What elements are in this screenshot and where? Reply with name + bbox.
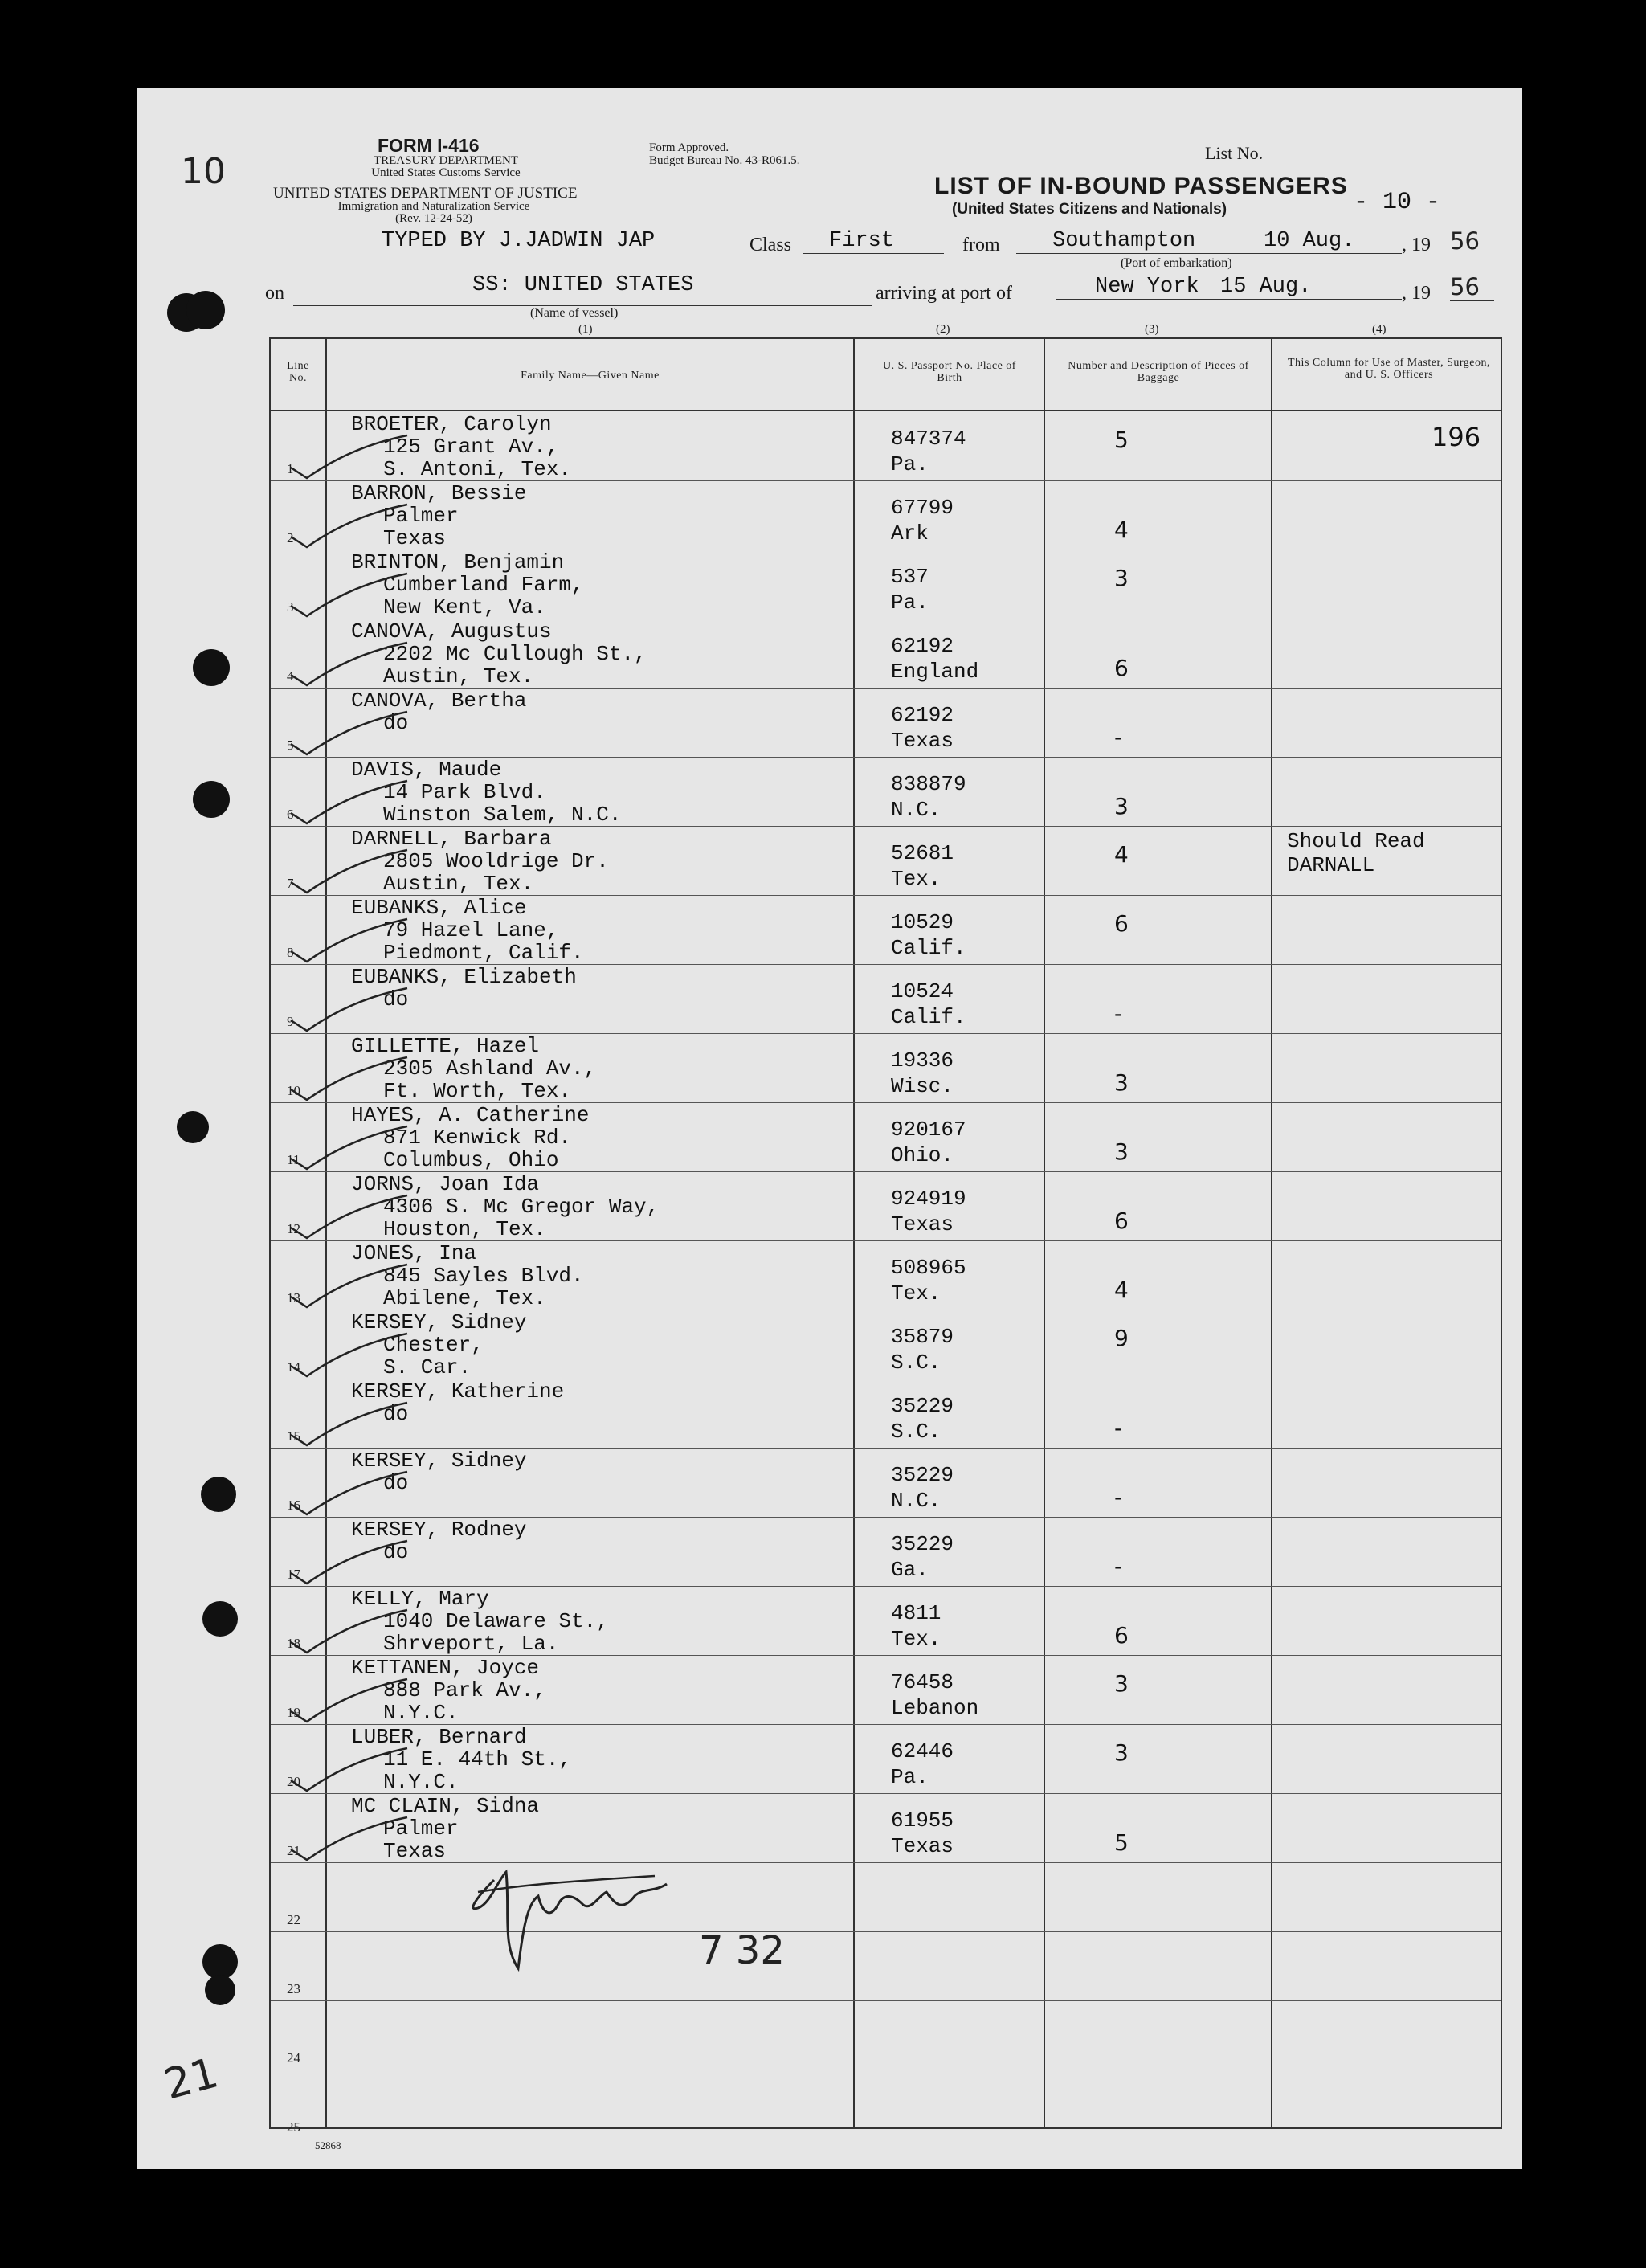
table-row [271, 550, 1501, 619]
baggage-count: 3 [1114, 1670, 1129, 1697]
arrival-year-prefix: , 19 [1402, 283, 1431, 304]
passport-number: 508965 [891, 1256, 966, 1280]
place-of-birth: N.C. [891, 798, 941, 822]
arrival-port: New York [1056, 275, 1217, 300]
punch-hole [186, 291, 225, 329]
col-num-2: (2) [936, 323, 950, 336]
line-number: 14 [287, 1359, 300, 1375]
arrival-date: 15 Aug. [1217, 275, 1402, 300]
address-line-2: S. Antoni, Tex. [383, 457, 572, 481]
line-number: 12 [287, 1221, 300, 1236]
punch-hole [201, 1477, 236, 1512]
address-line-2: Austin, Tex. [383, 872, 534, 896]
passport-number: 920167 [891, 1118, 966, 1142]
passport-number: 924919 [891, 1187, 966, 1211]
ins-service: Immigration and Naturalization Service [337, 200, 530, 213]
address-line-1: Chester, [383, 1333, 484, 1357]
line-number: 20 [287, 1774, 300, 1789]
embarkation-year-prefix: , 19 [1402, 235, 1431, 255]
address-line-1: 2202 Mc Cullough St., [383, 642, 647, 666]
check-mark-icon [287, 1401, 415, 1449]
address-line-2: Shrveport, La. [383, 1632, 559, 1656]
address-line-2: Piedmont, Calif. [383, 941, 584, 965]
table-row [271, 1102, 1501, 1172]
address-line-1: 1040 Delaware St., [383, 1609, 609, 1633]
handwritten-signature [462, 1848, 727, 1976]
table-row [271, 1793, 1501, 1863]
arriving-label: arriving at port of [876, 283, 1012, 304]
form-approved: Form Approved. [649, 141, 729, 154]
passport-number: 537 [891, 565, 929, 589]
address-line-2: Texas [383, 1839, 447, 1863]
address-line-2: Abilene, Tex. [383, 1286, 546, 1310]
address-line-2: S. Car. [383, 1355, 472, 1379]
baggage-count: 4 [1114, 517, 1129, 543]
passenger-name: BRINTON, Benjamin [351, 550, 565, 574]
table-row [271, 688, 1501, 758]
check-mark-icon [287, 1194, 415, 1242]
passport-number: 35229 [891, 1394, 954, 1418]
address-line-1: do [383, 1540, 409, 1564]
place-of-birth: Texas [891, 1834, 954, 1858]
passport-number: 67799 [891, 496, 954, 520]
line-number: 4 [287, 668, 294, 684]
punch-hole [177, 1111, 209, 1143]
address-line-1: 4306 S. Mc Gregor Way, [383, 1195, 660, 1219]
check-mark-icon [287, 1608, 415, 1657]
check-mark-icon [287, 917, 415, 966]
check-mark-icon [287, 987, 415, 1035]
passenger-name: KERSEY, Katherine [351, 1379, 565, 1404]
table-row [271, 1310, 1501, 1379]
page-marker: - 10 - [1354, 189, 1441, 216]
place-of-birth: Ark [891, 521, 929, 546]
address-line-2: N.Y.C. [383, 1770, 459, 1794]
baggage-count: 4 [1114, 841, 1129, 868]
passport-number: 52681 [891, 841, 954, 865]
address-line-2: Winston Salem, N.C. [383, 803, 622, 827]
address-line-1: do [383, 1471, 409, 1495]
table-row [271, 1862, 1501, 1932]
baggage-count: 4 [1114, 1277, 1129, 1303]
col-num-1: (1) [578, 323, 593, 336]
margin-number: 21 [159, 2049, 223, 2110]
line-number: 9 [287, 1014, 294, 1029]
punch-hole [205, 1975, 235, 2005]
passenger-name: CANOVA, Bertha [351, 689, 527, 713]
passenger-name: KELLY, Mary [351, 1587, 489, 1611]
address-line-2: Ft. Worth, Tex. [383, 1079, 572, 1103]
address-line-1: Cumberland Farm, [383, 573, 584, 597]
passenger-name: LUBER, Bernard [351, 1725, 527, 1749]
baggage-count: - [1114, 1484, 1123, 1510]
address-line-1: 888 Park Av., [383, 1678, 546, 1702]
table-row [271, 480, 1501, 550]
passenger-name: GILLETTE, Hazel [351, 1034, 540, 1058]
address-line-1: do [383, 1402, 409, 1426]
form-number: FORM I-416 [378, 135, 480, 156]
line-number: 18 [287, 1636, 300, 1651]
line-number: 24 [287, 2050, 300, 2066]
line-number: 11 [287, 1152, 300, 1167]
line-number: 5 [287, 738, 294, 753]
list-no-label: List No. [1205, 143, 1264, 163]
place-of-birth: England [891, 660, 979, 684]
baggage-count: - [1114, 724, 1123, 750]
line-number: 1 [287, 461, 294, 476]
address-line-2: New Kent, Va. [383, 595, 546, 619]
passport-number: 35229 [891, 1532, 954, 1556]
place-of-birth: S.C. [891, 1420, 941, 1444]
punch-hole [193, 649, 230, 686]
passenger-name: BROETER, Carolyn [351, 412, 552, 436]
table-row [271, 619, 1501, 689]
header-name: Family Name—Given Name [521, 370, 660, 382]
baggage-count: 5 [1114, 427, 1129, 453]
treasury-department: TREASURY DEPARTMENT [373, 154, 519, 167]
baggage-count: 6 [1114, 1622, 1129, 1649]
passport-number: 76458 [891, 1670, 954, 1694]
officer-note: Should Read DARNALL [1287, 829, 1425, 877]
passport-number: 10524 [891, 979, 954, 1003]
line-number: 6 [287, 807, 294, 822]
place-of-birth: Pa. [891, 590, 929, 615]
form-subtitle: (United States Citizens and Nationals) [952, 201, 1227, 218]
place-of-birth: Pa. [891, 1765, 929, 1789]
baggage-count: 3 [1114, 1739, 1129, 1766]
passenger-name: KERSEY, Sidney [351, 1310, 527, 1334]
col-num-3: (3) [1145, 323, 1159, 336]
from-label: from [962, 235, 1000, 255]
punch-hole [193, 781, 230, 818]
passport-number: 62446 [891, 1739, 954, 1763]
address-line-2: Austin, Tex. [383, 664, 534, 689]
table-row [271, 1586, 1501, 1656]
place-of-birth: N.C. [891, 1489, 941, 1513]
check-mark-icon [287, 503, 415, 551]
address-line-1: 2305 Ashland Av., [383, 1056, 597, 1081]
place-of-birth: S.C. [891, 1351, 941, 1375]
officer-note: 196 [1432, 422, 1481, 452]
margin-mark: 10 [181, 151, 226, 192]
address-line-1: 11 E. 44th St., [383, 1747, 572, 1771]
line-number: 25 [287, 2119, 300, 2135]
on-label: on [265, 283, 284, 304]
check-mark-icon [287, 1125, 415, 1173]
baggage-count: 6 [1114, 1208, 1129, 1234]
address-line-1: 79 Hazel Lane, [383, 918, 559, 942]
passport-number: 10529 [891, 910, 954, 934]
check-mark-icon [287, 1678, 415, 1726]
table-row [271, 2070, 1501, 2139]
passport-number: 62192 [891, 634, 954, 658]
passenger-name: CANOVA, Augustus [351, 619, 552, 644]
baggage-count: 3 [1114, 1069, 1129, 1096]
place-of-birth: Lebanon [891, 1696, 979, 1720]
place-of-birth: Tex. [891, 867, 941, 891]
table-row [271, 757, 1501, 827]
baggage-count: 3 [1114, 565, 1129, 591]
place-of-birth: Wisc. [891, 1074, 954, 1098]
place-of-birth: Texas [891, 1212, 954, 1236]
table-row [271, 1240, 1501, 1310]
place-of-birth: Ohio. [891, 1143, 954, 1167]
line-number: 17 [287, 1567, 300, 1582]
line-number: 19 [287, 1705, 300, 1720]
table-row [271, 1655, 1501, 1725]
typed-by: TYPED BY J.JADWIN JAP [382, 229, 656, 253]
passenger-name: KERSEY, Rodney [351, 1518, 527, 1542]
check-mark-icon [287, 710, 415, 758]
check-mark-icon [287, 779, 415, 828]
arrival-year: 56 [1450, 273, 1494, 301]
customs-service: United States Customs Service [371, 166, 521, 179]
embarkation-year: 56 [1450, 227, 1494, 255]
line-number: 21 [287, 1843, 300, 1858]
address-line-1: do [383, 711, 409, 735]
table-body [271, 411, 1501, 2135]
list-no-field [1297, 159, 1494, 161]
passenger-name: EUBANKS, Alice [351, 896, 527, 920]
baggage-count: 5 [1114, 1829, 1129, 1856]
passenger-name: DAVIS, Maude [351, 758, 502, 782]
line-number: 2 [287, 530, 294, 546]
line-number: 15 [287, 1428, 300, 1444]
place-of-birth: Ga. [891, 1558, 929, 1582]
revision-date: (Rev. 12-24-52) [395, 212, 472, 225]
place-of-birth: Tex. [891, 1627, 941, 1651]
address-line-1: Palmer [383, 504, 459, 528]
passport-number: 19336 [891, 1048, 954, 1073]
passport-number: 838879 [891, 772, 966, 796]
header-passport: U. S. Passport No. Place of Birth [883, 360, 1016, 384]
table-row [271, 1033, 1501, 1103]
passenger-name: EUBANKS, Elizabeth [351, 965, 577, 989]
passport-number: 35879 [891, 1325, 954, 1349]
check-mark-icon [287, 572, 415, 620]
passenger-name: KERSEY, Sidney [351, 1449, 527, 1473]
address-line-1: 845 Sayles Blvd. [383, 1264, 584, 1288]
table-row [271, 826, 1501, 896]
line-number: 13 [287, 1290, 300, 1306]
header-baggage: Number and Description of Pieces of Baggage [1068, 360, 1249, 384]
table-row [271, 1448, 1501, 1518]
baggage-count: 9 [1114, 1325, 1129, 1351]
check-mark-icon [287, 1263, 415, 1311]
passport-number: 35229 [891, 1463, 954, 1487]
passenger-name: KETTANEN, Joyce [351, 1656, 540, 1680]
passport-number: 847374 [891, 427, 966, 451]
check-mark-icon [287, 434, 415, 482]
check-mark-icon [287, 1056, 415, 1104]
form-title: LIST OF IN-BOUND PASSENGERS [934, 173, 1348, 199]
handwritten-total: 7 32 [699, 1928, 785, 1973]
check-mark-icon [287, 1539, 415, 1588]
passport-number: 62192 [891, 703, 954, 727]
embarkation-date: 10 Aug. [1257, 229, 1402, 254]
address-line-2: N.Y.C. [383, 1701, 459, 1725]
place-of-birth: Pa. [891, 452, 929, 476]
address-line-1: 14 Park Blvd. [383, 780, 546, 804]
table-row [271, 1379, 1501, 1449]
passenger-name: BARRON, Bessie [351, 481, 527, 505]
address-line-2: Houston, Tex. [383, 1217, 546, 1241]
check-mark-icon [287, 1747, 415, 1795]
place-of-birth: Texas [891, 729, 954, 753]
passport-number: 61955 [891, 1808, 954, 1833]
line-number: 22 [287, 1912, 300, 1927]
vessel-caption: (Name of vessel) [530, 306, 619, 320]
print-code: 52868 [315, 2139, 341, 2152]
address-line-2: Texas [383, 526, 447, 550]
passenger-name: JONES, Ina [351, 1241, 477, 1265]
passenger-name: DARNELL, Barbara [351, 827, 552, 851]
budget-bureau: Budget Bureau No. 43-R061.5. [649, 154, 800, 167]
address-line-2: Columbus, Ohio [383, 1148, 559, 1172]
table-row [271, 964, 1501, 1034]
vessel-name: SS: UNITED STATES [472, 273, 694, 297]
class-value: First [803, 229, 944, 254]
class-label: Class [749, 235, 792, 255]
table-row [271, 1931, 1501, 2001]
table-row [271, 1171, 1501, 1241]
baggage-count: - [1114, 1415, 1123, 1441]
line-number: 10 [287, 1083, 300, 1098]
table-row [271, 895, 1501, 965]
baggage-count: - [1114, 1000, 1123, 1027]
baggage-count: 3 [1114, 793, 1129, 819]
place-of-birth: Calif. [891, 936, 966, 960]
header-line-no: Line No. [287, 360, 309, 384]
passenger-name: HAYES, A. Catherine [351, 1103, 590, 1127]
address-line-1: do [383, 987, 409, 1011]
line-number: 8 [287, 945, 294, 960]
port-of-embarkation-caption: (Port of embarkation) [1121, 256, 1232, 270]
passenger-table [269, 337, 1502, 2135]
embarkation-port: Southampton [1016, 229, 1257, 254]
check-mark-icon [287, 1470, 415, 1518]
place-of-birth: Calif. [891, 1005, 966, 1029]
check-mark-icon [287, 1816, 415, 1864]
passenger-name: MC CLAIN, Sidna [351, 1794, 540, 1818]
check-mark-icon [287, 848, 415, 897]
address-line-1: Palmer [383, 1816, 459, 1841]
baggage-count: 6 [1114, 910, 1129, 937]
baggage-count: 3 [1114, 1138, 1129, 1165]
passport-number: 4811 [891, 1601, 941, 1625]
baggage-count: 6 [1114, 655, 1129, 681]
justice-department: UNITED STATES DEPARTMENT OF JUSTICE [273, 185, 578, 202]
table-row [271, 1517, 1501, 1587]
line-number: 3 [287, 599, 294, 615]
address-line-1: 125 Grant Av., [383, 435, 559, 459]
check-mark-icon [287, 641, 415, 689]
place-of-birth: Tex. [891, 1281, 941, 1306]
punch-hole [202, 1601, 238, 1637]
line-number: 7 [287, 876, 294, 891]
table-row [271, 1724, 1501, 1794]
table-row [271, 411, 1501, 481]
address-line-1: 871 Kenwick Rd. [383, 1126, 572, 1150]
header-officers: This Column for Use of Master, Surgeon, and U. S. Officers [1288, 357, 1490, 381]
line-number: 23 [287, 1981, 300, 1996]
check-mark-icon [287, 1332, 415, 1380]
passenger-name: JORNS, Joan Ida [351, 1172, 540, 1196]
table-row [271, 2000, 1501, 2070]
address-line-1: 2805 Wooldrige Dr. [383, 849, 609, 873]
line-number: 16 [287, 1498, 300, 1513]
col-num-4: (4) [1372, 323, 1387, 336]
baggage-count: - [1114, 1553, 1123, 1579]
